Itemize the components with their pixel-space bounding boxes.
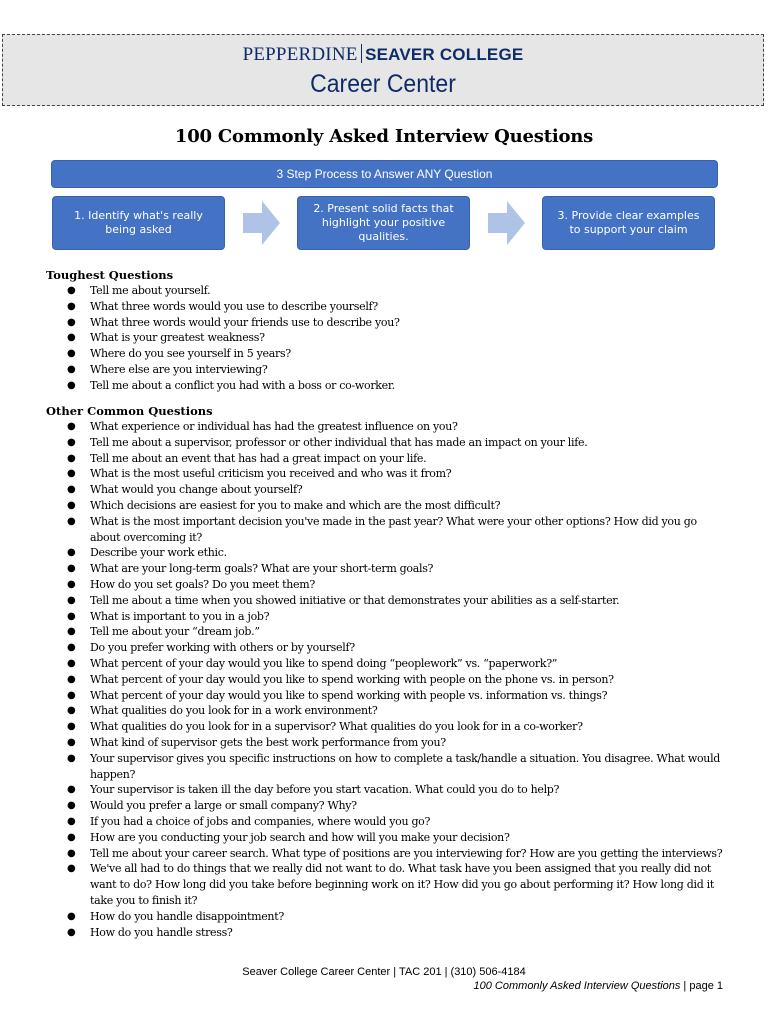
bullet-icon: ● <box>67 578 76 590</box>
list-item <box>0 330 768 346</box>
question-text: Tell me about a conflict you had with a boss or co-worker. <box>90 378 395 392</box>
list-item <box>0 814 768 830</box>
list-item <box>0 545 768 561</box>
list-item <box>0 419 768 435</box>
question-text: What is the most important decision you've made in the past year? What were your other options? How did you go about overcoming it? <box>90 514 697 544</box>
process-step-2-text: 2. Present solid facts that highlight your positive qualities. <box>313 202 454 243</box>
list-item <box>0 751 768 783</box>
bullet-icon: ● <box>67 705 76 717</box>
bullet-icon: ● <box>67 815 76 827</box>
question-text: How are you conducting your job search and how will you make your decision? <box>90 830 510 844</box>
footer-page-info <box>474 980 723 992</box>
list-item <box>0 498 768 514</box>
list-item <box>0 719 768 735</box>
bullet-icon: ● <box>67 547 76 559</box>
list-item <box>0 482 768 498</box>
list-item <box>0 609 768 625</box>
bullet-icon: ● <box>67 285 76 296</box>
process-step-1-text: 1. Identify what's really being asked <box>74 209 203 236</box>
bullet-icon: ● <box>67 657 76 669</box>
bullet-icon: ● <box>67 784 76 796</box>
list-item <box>0 378 768 394</box>
question-text: How do you set goals? Do you meet them? <box>90 577 315 591</box>
list-item <box>0 782 768 798</box>
footer-page-label: | page 1 <box>680 980 723 992</box>
question-text: What is important to you in a job? <box>90 609 270 623</box>
question-text: Where do you see yourself in 5 years? <box>90 347 291 361</box>
bullet-icon: ● <box>67 421 76 432</box>
bullet-icon: ● <box>67 563 76 575</box>
logo <box>3 44 763 66</box>
question-text: Your supervisor gives you specific instructions on how to complete a task/handle a situation. You disagree. What would happen? <box>90 751 721 781</box>
bullet-icon: ● <box>67 348 76 360</box>
list-item <box>0 577 768 593</box>
question-text: Tell me about a time when you showed initiative or that demonstrates your abilities as a self-starter. <box>90 593 620 607</box>
bullet-icon: ● <box>67 863 76 875</box>
question-list-toughest <box>0 283 768 394</box>
question-text: Your supervisor is taken ill the day before you start vacation. What could you do to help? <box>90 783 560 797</box>
question-text: What percent of your day would you like to spend working with people on the phone vs. in person? <box>90 672 614 686</box>
list-item <box>0 435 768 451</box>
list-item <box>0 735 768 751</box>
list-item <box>0 846 768 862</box>
question-text: How do you handle stress? <box>90 925 233 939</box>
bullet-icon: ● <box>67 736 76 748</box>
bullet-icon: ● <box>67 847 76 859</box>
list-item <box>0 315 768 331</box>
question-text: Would you prefer a large or small company? Why? <box>90 799 357 813</box>
question-text: Tell me about your “dream job.” <box>90 625 260 639</box>
bullet-icon: ● <box>67 926 76 938</box>
question-text: How do you handle disappointment? <box>90 909 284 923</box>
process-step-3 <box>542 196 715 250</box>
list-item <box>0 656 768 672</box>
question-text: What percent of your day would you like to spend doing “peoplework” vs. “paperwork?” <box>90 656 558 670</box>
bullet-icon: ● <box>67 610 76 622</box>
bullet-icon: ● <box>67 626 76 638</box>
question-text: What qualities do you look for in a work environment? <box>90 704 378 718</box>
question-text: What experience or individual has had the greatest influence on you? <box>90 420 458 433</box>
bullet-icon: ● <box>67 831 76 843</box>
question-text: We've all had to do things that we really did not want to do. What task have you been assigned that you really did not want to do? How long did you take before beginning work on it? How did you go about performing it? How long did it take you to finish it? <box>90 862 714 907</box>
bullet-icon: ● <box>67 452 76 464</box>
bullet-icon: ● <box>67 910 76 922</box>
list-item <box>0 514 768 546</box>
bullet-icon: ● <box>67 752 76 764</box>
list-item <box>0 561 768 577</box>
question-text: Tell me about an event that has had a great impact on your life. <box>90 451 427 465</box>
bullet-icon: ● <box>67 300 76 312</box>
process-step-3-text: 3. Provide clear examples to support your claim <box>557 209 700 236</box>
question-text: What percent of your day would you like to spend working with people vs. information vs. things? <box>90 688 608 702</box>
bullet-icon: ● <box>67 468 76 480</box>
footer-contact: Seaver College Career Center | TAC 201 | (310) 506-4184 <box>242 966 526 978</box>
process-step-2 <box>297 196 470 250</box>
question-text: Which decisions are easiest for you to make and which are the most difficult? <box>90 498 501 512</box>
brand-left: PEPPERDINE <box>242 44 358 65</box>
list-item <box>0 703 768 719</box>
question-text: What kind of supervisor gets the best work performance from you? <box>90 735 446 749</box>
list-item <box>0 672 768 688</box>
question-text: What three words would you use to describe yourself? <box>90 299 378 313</box>
list-item <box>0 593 768 609</box>
list-item <box>0 925 768 941</box>
section-heading-toughest: Toughest Questions <box>46 268 174 282</box>
question-text: Describe your work ethic. <box>90 546 227 560</box>
list-item <box>0 798 768 814</box>
question-list-other <box>0 419 768 940</box>
question-text: Tell me about a supervisor, professor or other individual that has made an impact on your life. <box>90 435 588 449</box>
bullet-icon: ● <box>67 499 76 511</box>
question-text: What is the most useful criticism you received and who was it from? <box>90 467 452 481</box>
list-item <box>0 283 768 299</box>
bullet-icon: ● <box>67 673 76 685</box>
list-item <box>0 861 768 908</box>
header-subtitle: Career Center <box>310 70 456 98</box>
page-header <box>2 34 764 106</box>
list-item <box>0 688 768 704</box>
list-item <box>0 830 768 846</box>
list-item <box>0 451 768 467</box>
question-text: What qualities do you look for in a supervisor? What qualities do you look for in a co-worker? <box>90 720 583 734</box>
list-item <box>0 640 768 656</box>
bullet-icon: ● <box>67 484 76 496</box>
question-text: What is your greatest weakness? <box>90 331 265 345</box>
page-title: 100 Commonly Asked Interview Questions <box>174 126 594 147</box>
bullet-icon: ● <box>67 316 76 328</box>
brand-right: SEAVER COLLEGE <box>365 45 524 64</box>
bullet-icon: ● <box>67 332 76 344</box>
list-item <box>0 299 768 315</box>
footer-doc-name: 100 Commonly Asked Interview Questions <box>473 980 681 992</box>
bullet-icon: ● <box>67 436 76 448</box>
list-item <box>0 346 768 362</box>
question-text: What three words would your friends use to describe you? <box>90 315 400 329</box>
bullet-icon: ● <box>67 721 76 733</box>
section-heading-other: Other Common Questions <box>46 404 213 418</box>
process-heading: 3 Step Process to Answer ANY Question <box>51 160 718 188</box>
bullet-icon: ● <box>67 689 76 701</box>
bullet-icon: ● <box>67 594 76 606</box>
list-item <box>0 909 768 925</box>
list-item <box>0 362 768 378</box>
question-text: Do you prefer working with others or by yourself? <box>90 641 355 655</box>
bullet-icon: ● <box>67 379 76 391</box>
list-item <box>0 466 768 482</box>
bullet-icon: ● <box>67 642 76 654</box>
process-step-1 <box>52 196 225 250</box>
logo-divider <box>361 44 363 63</box>
question-text: What would you change about yourself? <box>90 483 303 497</box>
question-text: What are your long-term goals? What are your short-term goals? <box>90 562 434 576</box>
question-text: Tell me about yourself. <box>90 284 211 297</box>
list-item <box>0 624 768 640</box>
bullet-icon: ● <box>67 800 76 812</box>
bullet-icon: ● <box>67 515 76 527</box>
question-text: Tell me about your career search. What type of positions are you interviewing for? How are you getting the interviews? <box>90 846 723 860</box>
question-text: Where else are you interviewing? <box>90 362 268 376</box>
bullet-icon: ● <box>67 363 76 375</box>
question-text: If you had a choice of jobs and companies, where would you go? <box>90 814 431 828</box>
